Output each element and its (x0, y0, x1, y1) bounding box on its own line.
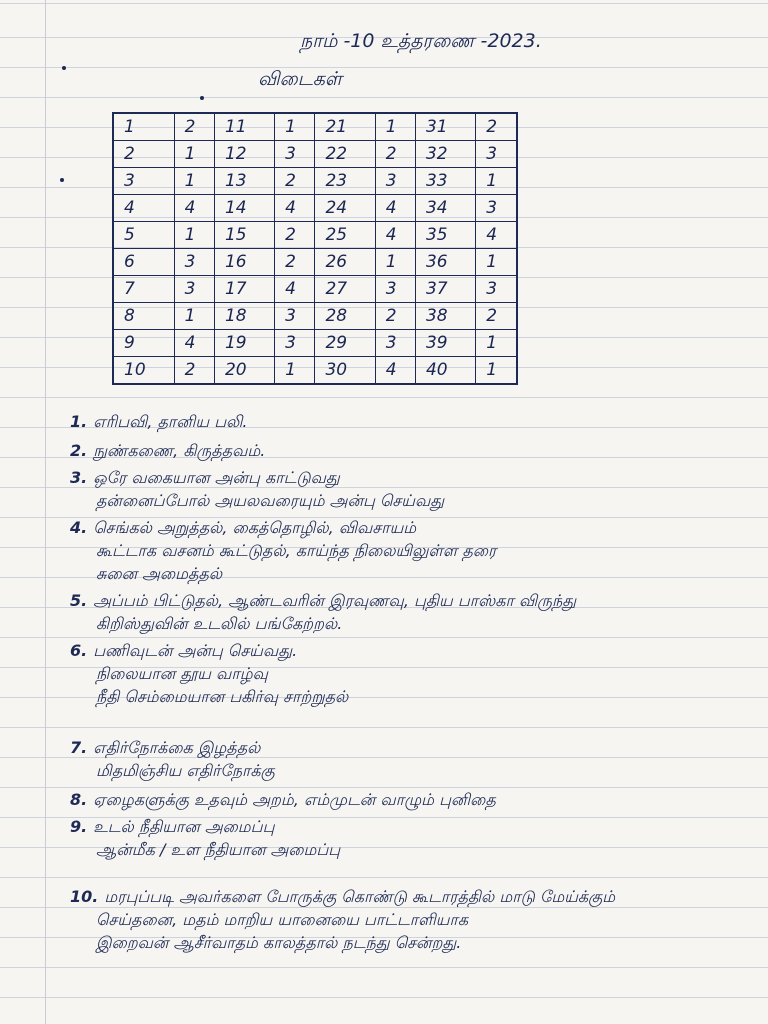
answers-heading: விடைகள் (258, 68, 343, 90)
table-row (113, 276, 517, 303)
pen-dot (200, 96, 204, 100)
cell: 18 (214, 303, 274, 330)
cell: 1 (174, 168, 214, 195)
cell: 1 (174, 141, 214, 168)
answer-3: 3. ஒரே வகையான அன்பு காட்டுவது தன்னைப்போல் அயலவரையும் அன்பு செய்வது (70, 468, 445, 510)
cell: 2 (275, 168, 315, 195)
cell: 3 (375, 276, 415, 303)
cell: 26 (315, 249, 375, 276)
cell: 3 (275, 303, 315, 330)
cell: 36 (415, 249, 475, 276)
table-row (113, 141, 517, 168)
cell: 24 (315, 195, 375, 222)
table-row (113, 330, 517, 357)
cell: 1 (275, 357, 315, 385)
cell: 4 (275, 276, 315, 303)
cell: 16 (214, 249, 274, 276)
table-row (113, 195, 517, 222)
cell: 3 (174, 276, 214, 303)
cell: 20 (214, 357, 274, 385)
cell: 3 (476, 276, 517, 303)
cell: 21 (315, 113, 375, 141)
table-row (113, 357, 517, 385)
cell: 1 (375, 113, 415, 141)
cell: 28 (315, 303, 375, 330)
cell: 4 (174, 330, 214, 357)
cell: 1 (174, 222, 214, 249)
cell: 9 (113, 330, 174, 357)
cell: 27 (315, 276, 375, 303)
pen-dot (62, 66, 66, 70)
cell: 15 (214, 222, 274, 249)
cell: 29 (315, 330, 375, 357)
cell: 2 (375, 303, 415, 330)
answer-grid (112, 112, 518, 385)
cell: 34 (415, 195, 475, 222)
cell: 1 (113, 113, 174, 141)
cell: 33 (415, 168, 475, 195)
table-row (113, 113, 517, 141)
cell: 2 (476, 113, 517, 141)
cell: 31 (415, 113, 475, 141)
cell: 3 (275, 330, 315, 357)
cell: 38 (415, 303, 475, 330)
answer-4: 4. செங்கல் அறுத்தல், கைத்தொழில், விவசாயம் கூட்டாக வசனம் கூட்டுதல், காய்ந்த நிலையிலுள்ள தரை சுனை அமைத்தல் (70, 518, 497, 583)
cell: 7 (113, 276, 174, 303)
cell: 2 (113, 141, 174, 168)
cell: 4 (174, 195, 214, 222)
cell: 22 (315, 141, 375, 168)
cell: 4 (375, 357, 415, 385)
answer-2: 2. நுண்கணை, கிருத்தவம். (70, 441, 266, 460)
answer-8: 8. ஏழைகளுக்கு உதவும் அறம், எம்முடன் வாழும் புனிதை (70, 790, 496, 809)
cell: 4 (375, 195, 415, 222)
cell: 35 (415, 222, 475, 249)
cell: 37 (415, 276, 475, 303)
cell: 3 (113, 168, 174, 195)
cell: 4 (375, 222, 415, 249)
table-row (113, 222, 517, 249)
page-title: நாம் -10 உத்தரணை -2023. (300, 30, 542, 52)
table-row (113, 168, 517, 195)
cell: 23 (315, 168, 375, 195)
cell: 2 (275, 222, 315, 249)
cell: 1 (174, 303, 214, 330)
table-row (113, 303, 517, 330)
cell: 19 (214, 330, 274, 357)
cell: 3 (476, 195, 517, 222)
margin-line (45, 0, 46, 1024)
cell: 3 (275, 141, 315, 168)
cell: 14 (214, 195, 274, 222)
answer-6: 6. பணிவுடன் அன்பு செய்வது. நிலையான தூய வாழ்வு நீதி செம்மையான பகிர்வு சாற்றுதல் (70, 641, 349, 706)
cell: 3 (174, 249, 214, 276)
cell: 2 (174, 357, 214, 385)
cell: 39 (415, 330, 475, 357)
cell: 4 (476, 222, 517, 249)
cell: 1 (375, 249, 415, 276)
cell: 3 (476, 141, 517, 168)
pen-dot (60, 178, 64, 182)
cell: 11 (214, 113, 274, 141)
cell: 32 (415, 141, 475, 168)
cell: 8 (113, 303, 174, 330)
cell: 1 (476, 330, 517, 357)
cell: 2 (275, 249, 315, 276)
cell: 17 (214, 276, 274, 303)
cell: 2 (375, 141, 415, 168)
answer-7: 7. எதிர்நோக்கை இழத்தல் மிதமிஞ்சிய எதிர்நோக்கு (70, 738, 275, 780)
cell: 12 (214, 141, 274, 168)
cell: 1 (275, 113, 315, 141)
cell: 4 (275, 195, 315, 222)
cell: 25 (315, 222, 375, 249)
cell: 1 (476, 357, 517, 385)
cell: 3 (375, 168, 415, 195)
cell: 40 (415, 357, 475, 385)
cell: 1 (476, 249, 517, 276)
cell: 10 (113, 357, 174, 385)
table-row (113, 249, 517, 276)
cell: 2 (174, 113, 214, 141)
cell: 4 (113, 195, 174, 222)
cell: 2 (476, 303, 517, 330)
cell: 5 (113, 222, 174, 249)
answer-1: 1. எரிபவி, தானிய பலி. (70, 412, 248, 431)
answer-5: 5. அப்பம் பிட்டுதல், ஆண்டவரின் இரவுணவு, புதிய பாஸ்கா விருந்து கிறிஸ்துவின் உடலில் பங்கேற்றல். (70, 591, 577, 633)
answer-list (70, 410, 740, 954)
cell: 3 (375, 330, 415, 357)
cell: 1 (476, 168, 517, 195)
cell: 6 (113, 249, 174, 276)
answer-10: 10. மரபுப்படி அவர்களை போருக்கு கொண்டு கூடாரத்தில் மாடு மேய்க்கும் செய்தனை, மதம் மாறிய யானையை பாட்டாளியாக இறைவன் ஆசீர்வாதம் காலத்தால் நடந்து சென்றது. (70, 887, 616, 952)
cell: 13 (214, 168, 274, 195)
cell: 30 (315, 357, 375, 385)
answer-9: 9. உடல் நீதியான அமைப்பு ஆன்மீக / உள நீதியான அமைப்பு (70, 817, 341, 859)
